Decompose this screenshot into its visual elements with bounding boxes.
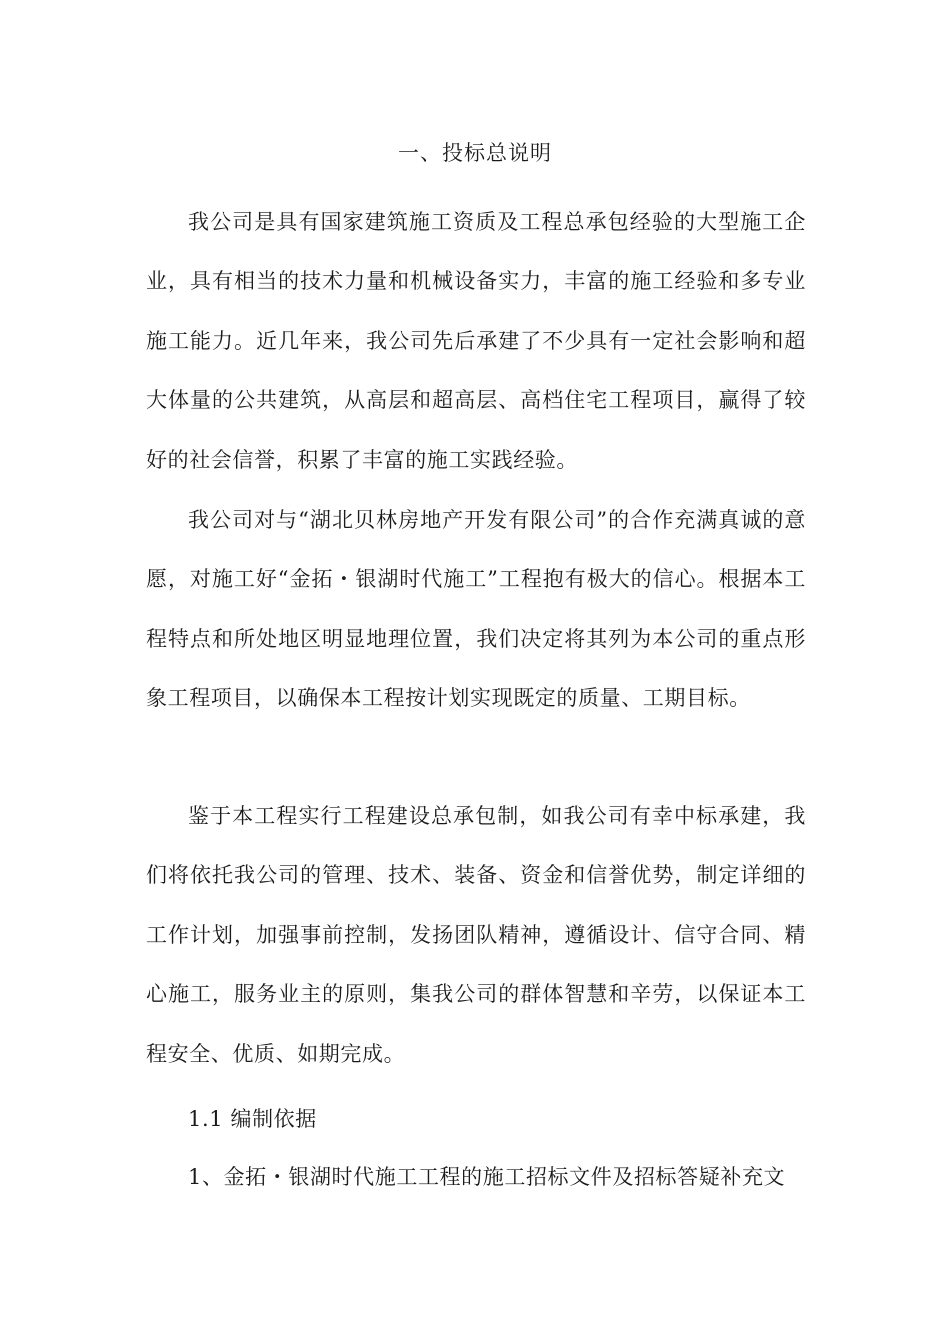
section-heading: 一、投标总说明 [398, 141, 552, 165]
commitment-paragraph: 鉴于本工程实行工程建设总承包制，如我公司有幸中标承建，我们将依托我公司的管理、技术、装备、资金和信誉优势，制定详细的工作计划，加强事前控制，发扬团队精神，遵循设计、信守合同、精心施工，服务业主的原则，集我公司的群体智慧和辛劳，以保证本工程安全、优质、如期完成。 [146, 804, 806, 1066]
cooperation-paragraph: 我公司对与“湖北贝林房地产开发有限公司”的合作充满真诚的意愿，对施工好“金拓・银湖时代施工”工程抱有极大的信心。根据本工程特点和所处地区明显地理位置，我们决定将其列为本公司的重点形象工程项目，以确保本工程按计划实现既定的质量、工期目标。 [146, 508, 806, 711]
list-item: 1、金拓・银湖时代施工工程的施工招标文件及招标答疑补充文 [188, 1165, 786, 1189]
intro-paragraph: 我公司是具有国家建筑施工资质及工程总承包经验的大型施工企业，具有相当的技术力量和机械设备实力，丰富的施工经验和多专业施工能力。近几年来，我公司先后承建了不少具有一定社会影响和超大体量的公共建筑，从高层和超高层、高档住宅工程项目，赢得了较好的社会信誉，积累了丰富的施工实践经验。 [146, 210, 806, 472]
subsection-heading: 1.1 编制依据 [188, 1107, 317, 1131]
